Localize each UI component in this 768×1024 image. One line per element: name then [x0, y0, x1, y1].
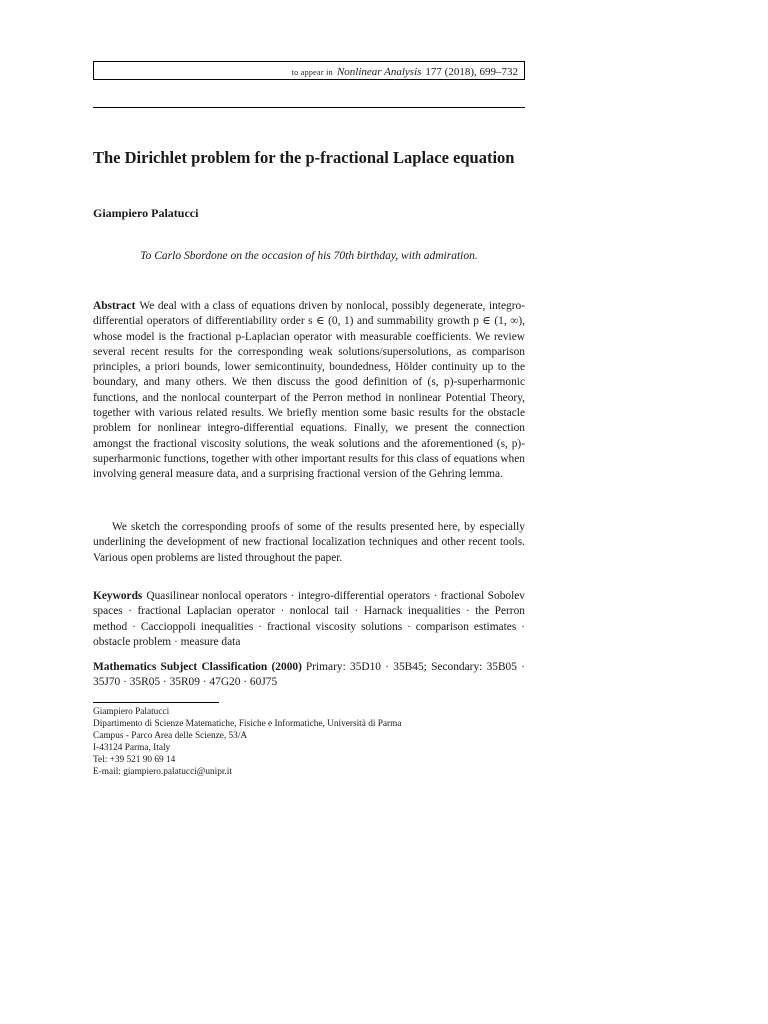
author-affiliation — [93, 706, 525, 779]
msc-text: Primary: 35D10 · 35B45; Secondary: 35B05 · 35J70 · 35R05 · 35R09 · 47G20 · 60J75 — [93, 661, 525, 689]
footnote-rule — [93, 702, 219, 703]
abstract-paragraph-2: We sketch the corresponding proofs of some of the results presented here, by especially underlining the development of new fractional localization techniques and other recent tools. Various open problems are listed throughout the paper. — [93, 521, 525, 564]
affiliation-campus: Campus - Parco Area delle Scienze, 53/A — [93, 731, 248, 742]
affiliation-email: E-mail: giampiero.palatucci@unipr.it — [93, 767, 232, 778]
msc-paragraph — [93, 660, 525, 691]
affiliation-city: I-43124 Parma, Italy — [93, 743, 171, 754]
affiliation-department: Dipartimento di Scienze Matematiche, Fisiche e Informatiche, Università di Parma — [93, 719, 402, 730]
affiliation-name: Giampiero Palatucci — [93, 707, 170, 717]
header-rule — [93, 107, 525, 108]
keywords-paragraph — [93, 589, 525, 650]
affiliation-phone: Tel: +39 521 90 69 14 — [93, 755, 176, 766]
keywords-text: Quasilinear nonlocal operators · integro-differential operators · fractional Sobolev spaces · fractional Laplacian operator · nonlocal tail · Harnack inequalities · the Perron method · Caccioppoli inequalities · fractional viscosity solutions · comparison estimates · obstacle problem · measure data — [93, 590, 525, 648]
journal-citation: 177 (2018), 699–732 — [425, 66, 518, 78]
paper-title: The Dirichlet problem for the p-fractional Laplace equation — [93, 148, 515, 167]
journal-prefix: to appear in — [291, 68, 333, 77]
paper-author: Giampiero Palatucci — [93, 206, 199, 220]
abstract-text: We deal with a class of equations driven by nonlocal, possibly degenerate, integro-differential operators of differentiability order s ∈ (0, 1) and summability growth p ∈ (1, ∞), whose model is the fractional p-Laplacian operator with measurable coefficients. We review several recent results for the corresponding weak solutions/supersolutions, as comparison principles, a priori bounds, lower semicontinuity, boundedness, Hölder continuity up to the boundary, and many others. We then discuss the good definition of (s, p)-superharmonic functions, and the nonlocal counterpart of the Perron method in nonlinear Potential Theory, together with various related results. We briefly mention some basic results for the obstacle problem for nonlinear integro-differential equations. Finally, we present the connection amongst the fractional viscosity solutions, the weak solutions and the aforementioned (s, p)-superharmonic functions, together with other important results for this class of equations when involving general measure data, and a surprising fractional version of the Gehring lemma. — [93, 300, 525, 481]
msc-label: Mathematics Subject Classification (2000) — [93, 661, 302, 673]
dedication: To Carlo Sbordone on the occasion of his 70th birthday, with admiration. — [140, 250, 478, 262]
journal-citation-box — [93, 61, 525, 80]
abstract-label: Abstract — [93, 300, 136, 312]
journal-name: Nonlinear Analysis — [336, 66, 422, 78]
abstract-paragraph — [93, 299, 525, 483]
keywords-label: Keywords — [93, 590, 143, 602]
